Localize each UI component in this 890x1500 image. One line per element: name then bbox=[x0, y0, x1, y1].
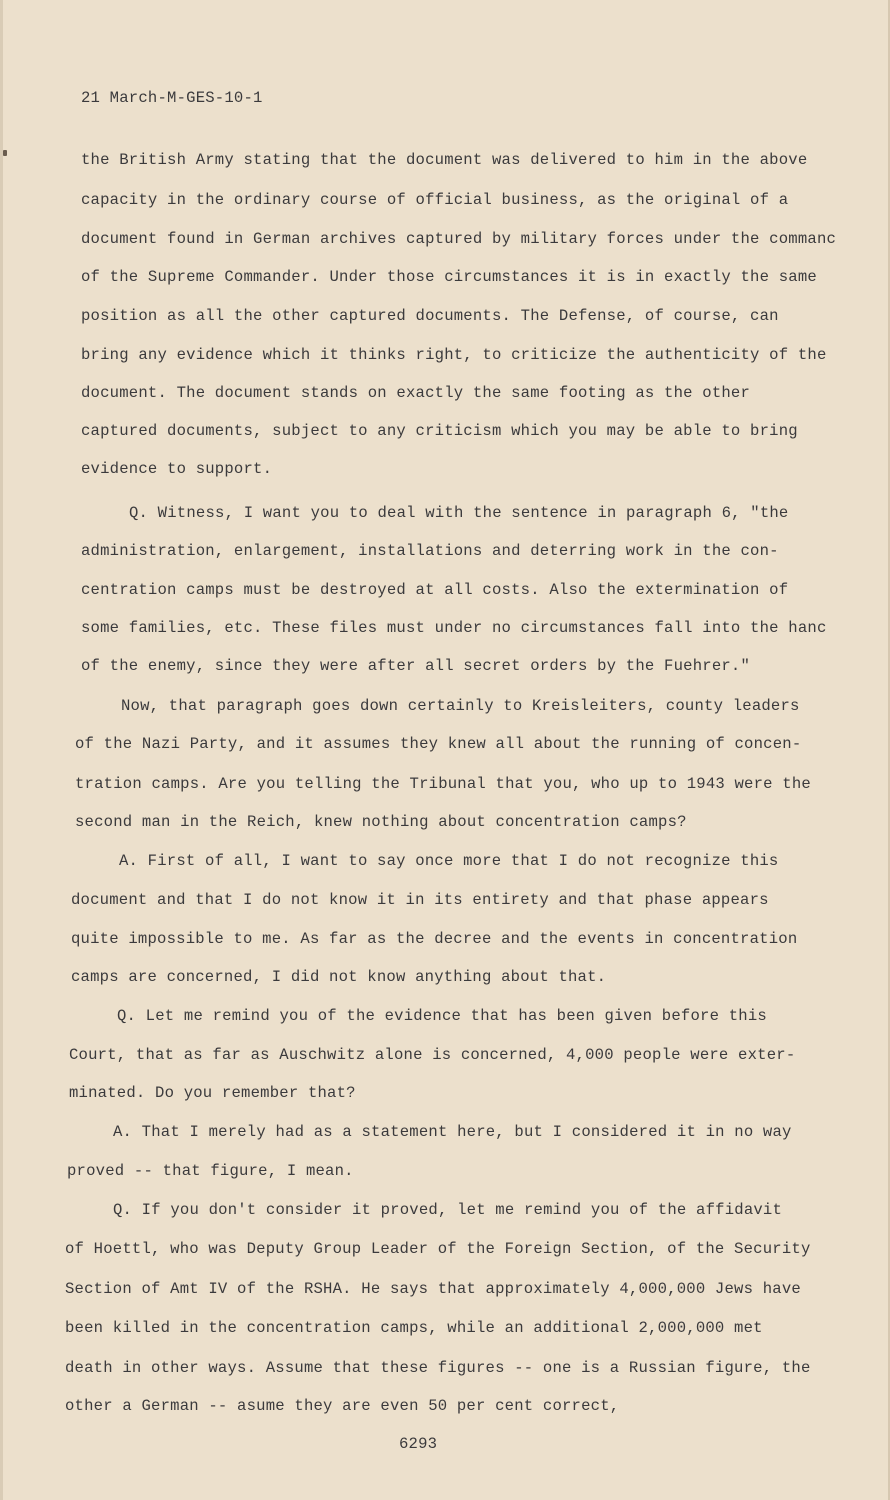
text-line-28: Q. If you don't consider it proved, let me remind you of the affidavit bbox=[113, 1201, 783, 1219]
text-line-6: bring any evidence which it thinks right, to criticize the authenticity of the bbox=[81, 346, 827, 364]
text-line-13: some families, etc. These files must under no circumstances fall into the hanc bbox=[81, 619, 827, 637]
text-line-1: the British Army stating that the document was delivered to him in the above bbox=[81, 151, 808, 169]
text-line-25: minated. Do you remember that? bbox=[69, 1084, 356, 1102]
text-line-23: Q. Let me remind you of the evidence that has been given before this bbox=[117, 1007, 767, 1025]
text-line-22: camps are concerned, I did not know anything about that. bbox=[71, 968, 607, 986]
text-line-4: of the Supreme Commander. Under those circumstances it is in exactly the same bbox=[81, 268, 817, 286]
text-line-17: tration camps. Are you telling the Tribunal that you, who up to 1943 were the bbox=[75, 775, 811, 793]
text-line-16: of the Nazi Party, and it assumes they knew all about the running of concen- bbox=[75, 735, 802, 753]
text-line-7: document. The document stands on exactly the same footing as the other bbox=[81, 384, 751, 402]
text-line-15: Now, that paragraph goes down certainly to Kreisleiters, county leaders bbox=[121, 697, 800, 715]
text-line-9: evidence to support. bbox=[81, 460, 273, 478]
page-number: 6293 bbox=[399, 1435, 438, 1453]
text-line-5: position as all the other captured documents. The Defense, of course, can bbox=[81, 307, 779, 325]
text-line-3: document found in German archives captured by military forces under the commanc bbox=[81, 230, 837, 248]
text-line-2: capacity in the ordinary course of official business, as the original of a bbox=[81, 191, 789, 209]
text-line-24: Court, that as far as Auschwitz alone is concerned, 4,000 people were exter- bbox=[69, 1046, 796, 1064]
text-line-27: proved -- that figure, I mean. bbox=[67, 1162, 354, 1180]
text-line-21: quite impossible to me. As far as the decree and the events in concentration bbox=[71, 930, 798, 948]
document-header: 21 March-M-GES-10-1 bbox=[81, 89, 263, 107]
text-line-11: administration, enlargement, installations and deterring work in the con- bbox=[81, 542, 779, 560]
text-line-19: A. First of all, I want to say once more that I do not recognize this bbox=[119, 852, 779, 870]
text-line-20: document and that I do not know it in its entirety and that phase appears bbox=[71, 891, 769, 909]
text-line-26: A. That I merely had as a statement here, but I considered it in no way bbox=[113, 1123, 792, 1141]
text-line-33: other a German -- asume they are even 50 per cent correct, bbox=[65, 1397, 620, 1415]
text-line-14: of the enemy, since they were after all secret orders by the Fuehrer." bbox=[81, 657, 751, 675]
text-line-12: centration camps must be destroyed at all costs. Also the extermination of bbox=[81, 581, 789, 599]
text-line-29: of Hoettl, who was Deputy Group Leader of the Foreign Section, of the Security bbox=[65, 1240, 811, 1258]
typed-text-body bbox=[3, 0, 890, 1453]
text-line-10: Q. Witness, I want you to deal with the sentence in paragraph 6, "the bbox=[129, 504, 789, 522]
text-line-18: second man in the Reich, knew nothing about concentration camps? bbox=[75, 813, 687, 831]
text-line-30: Section of Amt IV of the RSHA. He says that approximately 4,000,000 Jews have bbox=[65, 1280, 801, 1298]
text-line-8: captured documents, subject to any criticism which you may be able to bring bbox=[81, 422, 798, 440]
text-line-31: been killed in the concentration camps, while an additional 2,000,000 met bbox=[65, 1319, 763, 1337]
text-line-32: death in other ways. Assume that these figures -- one is a Russian figure, the bbox=[65, 1359, 811, 1377]
